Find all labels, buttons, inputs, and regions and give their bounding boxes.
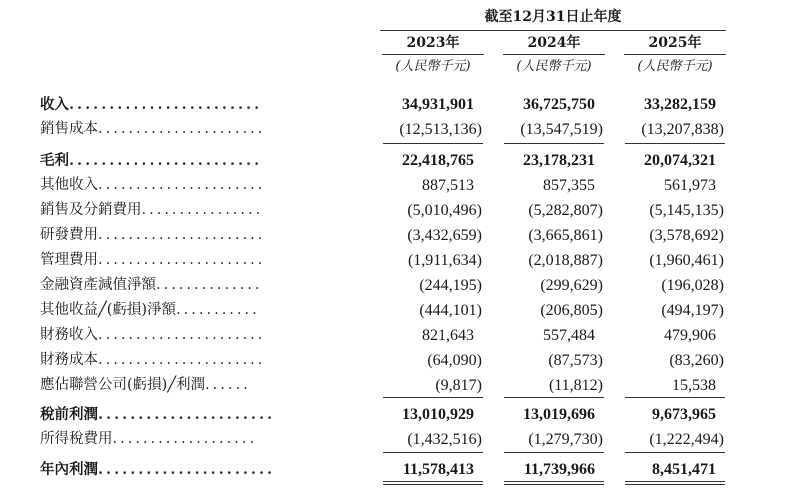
- value-cell-2024: (13,547,519): [520, 121, 603, 138]
- value-cell-2025: 33,282,159: [644, 96, 716, 113]
- table-row: [0, 273, 799, 298]
- value-cell-2024: 857,355: [543, 177, 595, 194]
- row-label-text: 研發費用: [40, 227, 98, 243]
- value-cell-2025: (5,145,135): [649, 202, 724, 219]
- value-cell-2023: (244,195): [419, 277, 482, 294]
- period-header: 截至12月31日止年度: [380, 6, 726, 31]
- leader-dots: ........................: [69, 152, 263, 169]
- unit-label-2025: (人民幣千元): [637, 59, 713, 74]
- row-label-text: 稅前利潤: [40, 406, 98, 423]
- leader-dots: ......................: [98, 352, 266, 368]
- leader-dots: ...................: [112, 431, 258, 447]
- table-row: [0, 373, 799, 398]
- value-cell-2024: (5,282,807): [528, 202, 603, 219]
- row-label: [40, 273, 370, 298]
- unit-label-2023: (人民幣千元): [395, 59, 471, 74]
- subtotal-rule: [383, 397, 483, 398]
- value-cell-2025: (494,197): [661, 302, 724, 319]
- table-row: [0, 223, 799, 248]
- value-cell-2025: 479,906: [664, 327, 716, 344]
- row-label: [40, 402, 370, 427]
- value-cell-2024: 11,739,966: [523, 461, 595, 478]
- value-cell-2023: (9,817): [435, 377, 482, 394]
- value-cell-2025: 8,451,471: [652, 461, 716, 478]
- row-label: [40, 248, 370, 273]
- leader-dots: ...........: [176, 302, 260, 318]
- row-label-text: 收入: [40, 96, 69, 113]
- row-label: [40, 323, 370, 348]
- table-row: [0, 198, 799, 223]
- table-row: [0, 323, 799, 348]
- row-label-text: 其他收入: [40, 177, 98, 193]
- value-cell-2024: (2,018,887): [528, 252, 603, 269]
- subtotal-rule: [625, 397, 725, 398]
- value-cell-2023: (1,911,634): [407, 252, 482, 269]
- row-label-text: 年內利潤: [40, 461, 98, 478]
- value-cell-2023: (5,010,496): [407, 202, 482, 219]
- total-double-rule: [504, 481, 604, 482]
- year-header-2023: 2023年: [382, 32, 484, 55]
- value-cell-2023: 887,513: [422, 177, 474, 194]
- subtotal-rule: [625, 452, 725, 453]
- row-label: [40, 117, 370, 142]
- table-row: [0, 427, 799, 452]
- value-cell-2025: (196,028): [661, 277, 724, 294]
- leader-dots: ......................: [98, 177, 266, 193]
- row-label: [40, 198, 370, 223]
- value-cell-2023: 821,643: [422, 327, 474, 344]
- subtotal-rule: [504, 397, 604, 398]
- table-row: [0, 173, 799, 198]
- leader-dots: ......................: [98, 461, 276, 478]
- leader-dots: ......: [205, 377, 251, 393]
- value-cell-2023: 34,931,901: [402, 96, 474, 113]
- leader-dots: ................: [141, 202, 264, 218]
- value-cell-2025: (13,207,838): [641, 121, 724, 138]
- value-cell-2024: 13,019,696: [523, 406, 595, 423]
- row-label: [40, 457, 370, 482]
- value-cell-2025: (3,578,692): [649, 227, 724, 244]
- value-cell-2024: 36,725,750: [523, 96, 595, 113]
- value-cell-2024: 23,178,231: [523, 152, 595, 169]
- value-cell-2024: (206,805): [540, 302, 603, 319]
- value-cell-2025: 15,538: [672, 377, 716, 394]
- value-cell-2024: (87,573): [548, 352, 603, 369]
- leader-dots: ......................: [98, 252, 266, 268]
- value-cell-2023: (444,101): [419, 302, 482, 319]
- row-label-text: 所得稅費用: [40, 431, 113, 447]
- value-cell-2023: 11,578,413: [402, 461, 474, 478]
- table-row: [0, 148, 799, 173]
- row-label-text: 其他收益╱(虧損)淨額: [40, 302, 177, 318]
- value-cell-2023: 13,010,929: [402, 406, 474, 423]
- total-double-rule: [504, 484, 604, 485]
- value-cell-2025: (83,260): [669, 352, 724, 369]
- subtotal-rule: [383, 143, 483, 144]
- leader-dots: ..............: [156, 277, 263, 293]
- leader-dots: ........................: [69, 96, 263, 113]
- leader-dots: ......................: [98, 227, 266, 243]
- total-double-rule: [625, 481, 725, 482]
- row-label-text: 毛利: [40, 152, 69, 169]
- subtotal-rule: [625, 143, 725, 144]
- table-row: [0, 92, 799, 117]
- row-label: [40, 148, 370, 173]
- row-label: [40, 173, 370, 198]
- value-cell-2024: (299,629): [540, 277, 603, 294]
- value-cell-2024: (11,812): [548, 377, 603, 394]
- leader-dots: ......................: [98, 406, 276, 423]
- row-label-text: 管理費用: [40, 252, 98, 268]
- value-cell-2024: 557,484: [543, 327, 595, 344]
- value-cell-2025: 20,074,321: [644, 152, 716, 169]
- subtotal-rule: [504, 143, 604, 144]
- row-label: [40, 348, 370, 373]
- table-row: [0, 248, 799, 273]
- value-cell-2023: 22,418,765: [402, 152, 474, 169]
- row-label: [40, 373, 370, 398]
- value-cell-2025: 561,973: [664, 177, 716, 194]
- table-row: [0, 402, 799, 427]
- value-cell-2023: (64,090): [427, 352, 482, 369]
- row-label: [40, 298, 370, 323]
- total-double-rule: [383, 481, 483, 482]
- table-row: [0, 457, 799, 482]
- row-label-text: 銷售及分銷費用: [40, 202, 142, 218]
- table-row: [0, 348, 799, 373]
- leader-dots: ......................: [98, 121, 266, 137]
- unit-label-2024: (人民幣千元): [516, 59, 592, 74]
- value-cell-2025: 9,673,965: [652, 406, 716, 423]
- row-label: [40, 223, 370, 248]
- year-header-2025: 2025年: [624, 32, 726, 55]
- subtotal-rule: [383, 452, 483, 453]
- row-label: [40, 427, 370, 452]
- table-row: [0, 298, 799, 323]
- value-cell-2025: (1,222,494): [649, 431, 724, 448]
- leader-dots: ......................: [98, 327, 266, 343]
- total-double-rule: [383, 484, 483, 485]
- row-label-text: 金融資產減值淨額: [40, 277, 156, 293]
- row-label-text: 應佔聯營公司(虧損)╱利潤: [40, 377, 206, 393]
- row-label-text: 財務收入: [40, 327, 98, 343]
- value-cell-2025: (1,960,461): [649, 252, 724, 269]
- value-cell-2023: (1,432,516): [407, 431, 482, 448]
- row-label-text: 財務成本: [40, 352, 98, 368]
- year-header-2024: 2024年: [503, 32, 605, 55]
- row-label: [40, 92, 370, 117]
- total-double-rule: [625, 484, 725, 485]
- value-cell-2023: (12,513,136): [399, 121, 482, 138]
- table-row: [0, 117, 799, 142]
- row-label-text: 銷售成本: [40, 121, 98, 137]
- value-cell-2024: (3,665,861): [528, 227, 603, 244]
- value-cell-2023: (3,432,659): [407, 227, 482, 244]
- value-cell-2024: (1,279,730): [528, 431, 603, 448]
- subtotal-rule: [504, 452, 604, 453]
